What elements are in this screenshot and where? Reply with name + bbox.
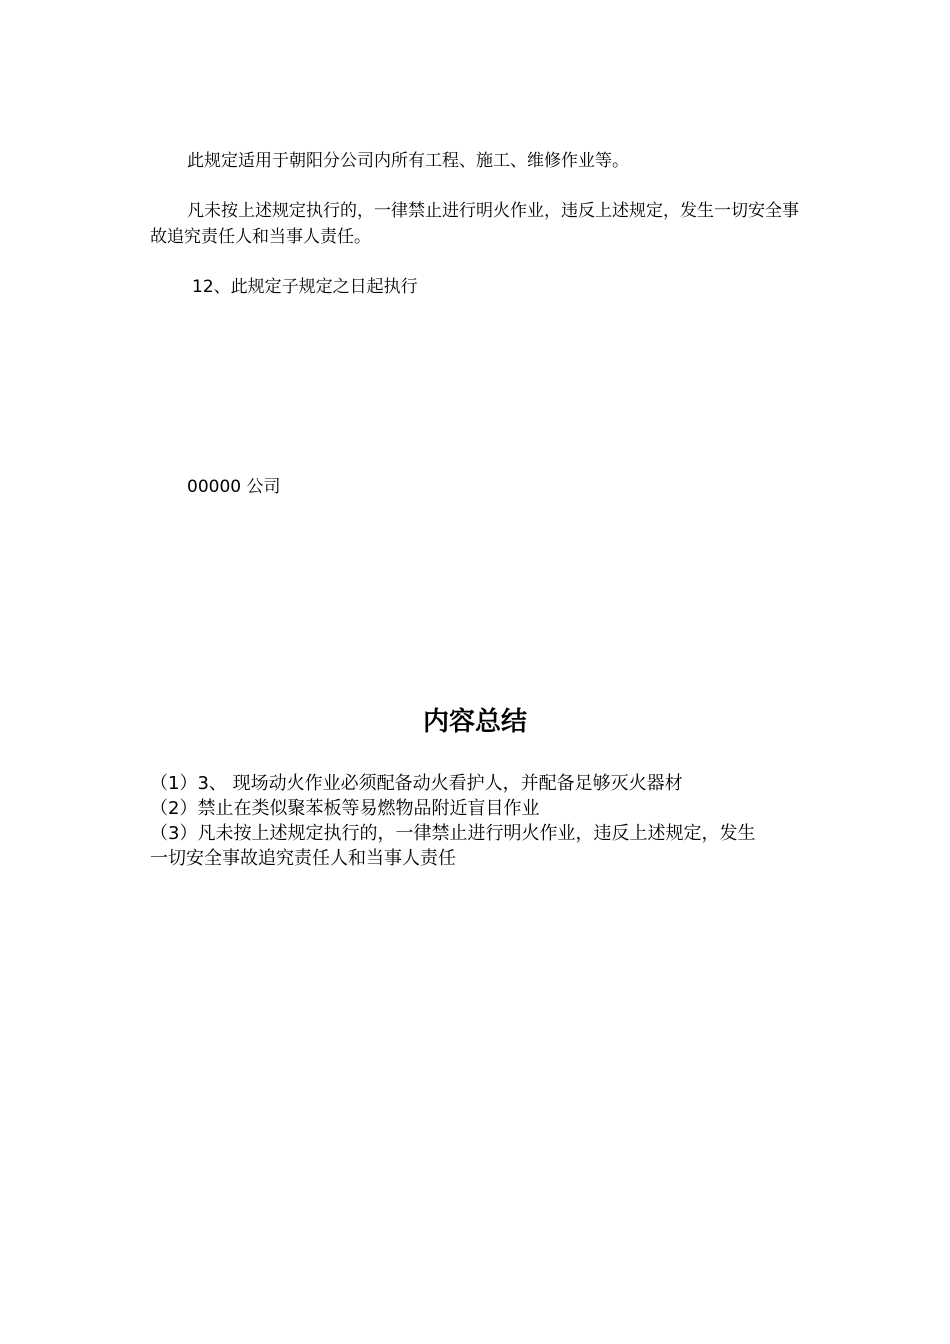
scope-paragraph: 此规定适用于朝阳分公司内所有工程、施工、维修作业等。 xyxy=(187,151,629,171)
effective-date-paragraph: 12、此规定子规定之日起执行 xyxy=(192,277,418,297)
summary-item: （3）凡未按上述规定执行的，一律禁止进行明火作业，违反上述规定，发生一切安全事故追究责任人和当事人责任 xyxy=(150,823,756,869)
summary-item: （2）禁止在类似聚苯板等易燃物品附近盲目作业 xyxy=(150,798,540,819)
summary-title: 内容总结 xyxy=(422,707,527,737)
summary-list xyxy=(150,771,765,871)
summary-item: （1）3、 现场动火作业必须配备动火看护人，并配备足够灭火器材 xyxy=(150,773,683,794)
company-signature: 00000 公司 xyxy=(187,477,281,497)
violation-paragraph: 凡未按上述规定执行的，一律禁止进行明火作业，违反上述规定，发生一切安全事故追究责任人和当事人责任。 xyxy=(150,201,799,247)
